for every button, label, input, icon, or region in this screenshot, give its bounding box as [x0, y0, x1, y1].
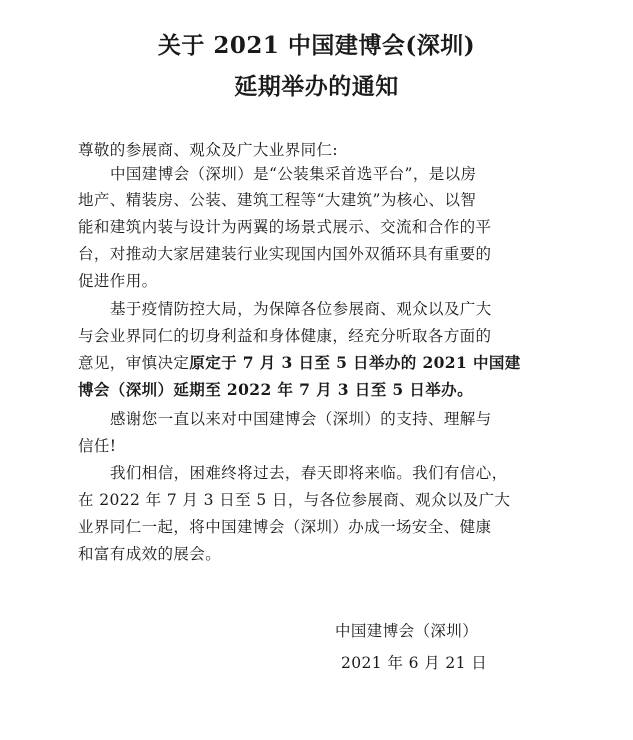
postponement-highlight-part-1: 原定于 7 月 3 日至 5 日举办的 2021 中国建 — [189, 353, 521, 372]
paragraph-1-line-2: 地产、精装房、公装、建筑工程等“大建筑”为核心、以智 — [78, 191, 477, 209]
paragraph-1-line-3: 能和建筑内装与设计为两翼的场景式展示、交流和合作的平 — [78, 218, 492, 236]
paragraph-1-line-4: 台，对推动大家居建装行业实现国内国外双循环具有重要的 — [78, 245, 492, 263]
notice-title-line-1: 关于 2021 中国建博会(深圳) — [157, 32, 476, 59]
paragraph-3-line-2: 信任! — [78, 437, 117, 455]
paragraph-2-line-1: 基于疫情防控大局，为保障各位参展商、观众以及广大 — [110, 300, 492, 318]
paragraph-1-line-1: 中国建博会（深圳）是“公装集采首选平台”，是以房 — [110, 165, 477, 183]
paragraph-2-line-3 — [78, 352, 521, 374]
postponement-highlight-part-2: 博会（深圳）延期至 2022 年 7 月 3 日至 5 日举办。 — [78, 380, 473, 399]
paragraph-4-line-2: 在 2022 年 7 月 3 日至 5 日，与各位参展商、观众以及广大 — [78, 491, 511, 509]
signature-date: 2021 年 6 月 21 日 — [341, 654, 488, 672]
paragraph-4-line-3: 业界同仁一起，将中国建博会（深圳）办成一场安全、健康 — [78, 518, 492, 536]
salutation: 尊敬的参展商、观众及广大业界同仁: — [78, 141, 339, 159]
paragraph-3-line-1: 感谢您一直以来对中国建博会（深圳）的支持、理解与 — [110, 410, 492, 428]
paragraph-1-line-5: 促进作用。 — [78, 272, 158, 290]
notice-title-line-2: 延期举办的通知 — [234, 73, 399, 100]
paragraph-4-line-1: 我们相信，困难终将过去，春天即将来临。我们有信心， — [110, 464, 508, 482]
paragraph-2-line-2: 与会业界同仁的切身利益和身体健康，经充分听取各方面的 — [78, 327, 492, 345]
paragraph-2-line-3-text: 意见，审慎决定 — [78, 354, 190, 372]
notice-body — [78, 0, 552, 740]
signature-organization: 中国建博会（深圳） — [335, 622, 479, 640]
paragraph-4-line-4: 和富有成效的展会。 — [78, 545, 222, 563]
